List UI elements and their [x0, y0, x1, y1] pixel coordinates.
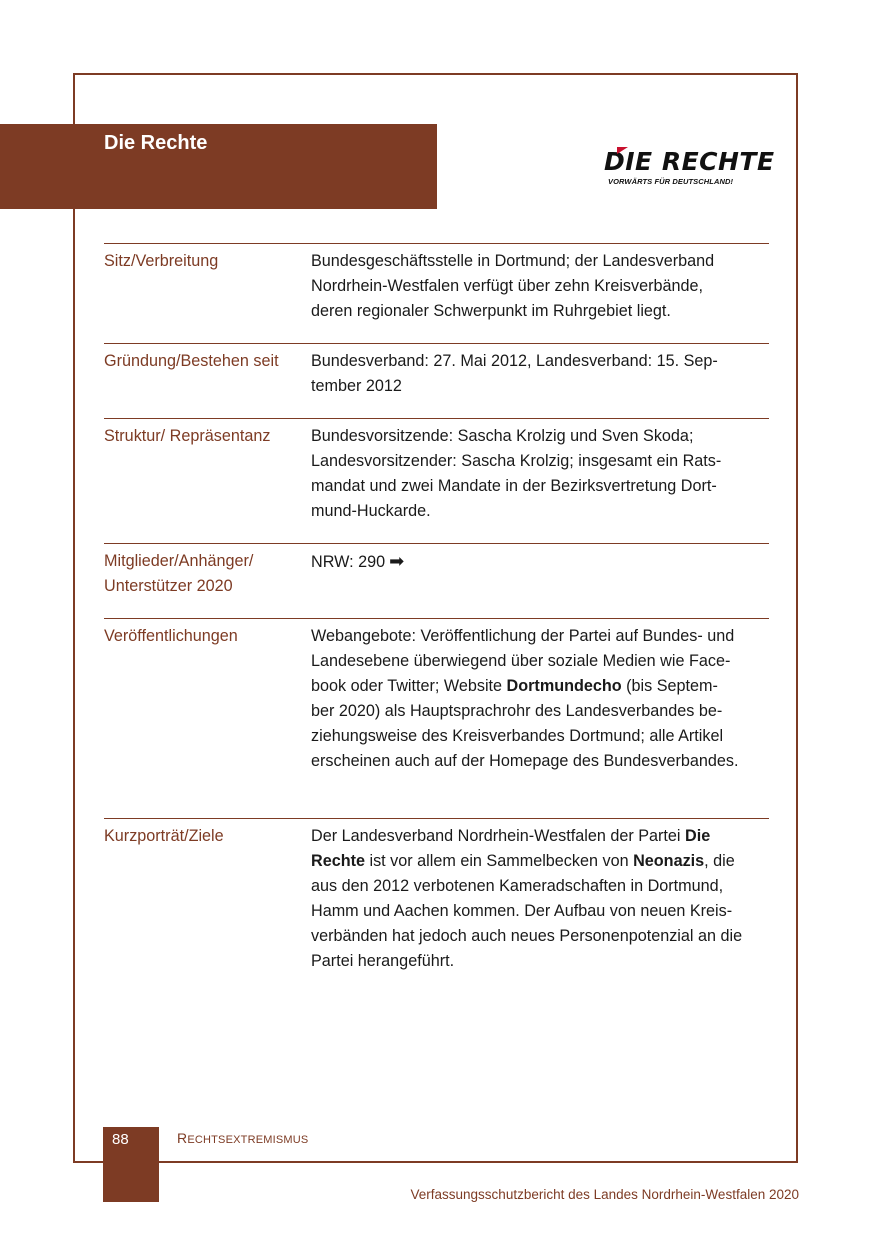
- table-row: [104, 343, 769, 418]
- title-bar: [0, 124, 437, 209]
- table-row: [104, 818, 769, 978]
- row-label: Sitz/Verbreitung: [104, 252, 219, 270]
- label-line: Mitglieder/Anhänger/: [104, 552, 254, 570]
- value-line: tember 2012: [311, 377, 402, 395]
- website-name: Dortmundecho: [506, 677, 622, 695]
- party-name: Rechte: [311, 852, 365, 870]
- row-value: [311, 349, 769, 418]
- page-number-box: [103, 1127, 159, 1202]
- row-label: Veröffentlichungen: [104, 627, 238, 645]
- flag-icon: [617, 147, 628, 154]
- value-line: aus den 2012 verbotenen Kameradschaften in Dortmund,: [311, 877, 724, 895]
- value-line: ber 2020) als Hauptsprachrohr des Landesverbandes be-: [311, 702, 723, 720]
- row-value: [311, 549, 769, 618]
- row-label: [104, 549, 311, 618]
- table-row: [104, 243, 769, 343]
- value-line: erscheinen auch auf der Homepage des Bundesverbandes.: [311, 752, 739, 770]
- value-line: Bundesgeschäftsstelle in Dortmund; der Landesverband: [311, 252, 715, 270]
- party-logo: [604, 147, 775, 191]
- section-initial: R: [177, 1130, 188, 1146]
- label-line: Unterstützer 2020: [104, 577, 233, 595]
- value-line: book oder Twitter; Website Dortmundecho (bis Septem-: [311, 677, 718, 695]
- row-label: Struktur/ Repräsentanz: [104, 427, 271, 445]
- value-line: Bundesvorsitzende: Sascha Krolzig und Sven Skoda;: [311, 427, 694, 445]
- value-line: Partei herangeführt.: [311, 952, 455, 970]
- value-line: Landesebene überwiegend über soziale Medien wie Face-: [311, 652, 731, 670]
- value-line: Der Landesverband Nordrhein-Westfalen der Partei Die: [311, 827, 711, 845]
- logo-slogan: VORWÄRTS FÜR DEUTSCHLAND!: [608, 177, 734, 186]
- value-line: Landesvorsitzender: Sascha Krolzig; insgesamt ein Rats-: [311, 452, 722, 470]
- row-value: [311, 249, 769, 343]
- table-row: [104, 618, 769, 818]
- table-row: [104, 418, 769, 543]
- value-line: mund-Huckarde.: [311, 502, 431, 520]
- row-label: Gründung/Bestehen seit: [104, 352, 279, 370]
- value-line: ziehungsweise des Kreisverbandes Dortmund; alle Artikel: [311, 727, 724, 745]
- info-table: [104, 243, 769, 978]
- row-value: [311, 424, 769, 543]
- value-line: Hamm und Aachen kommen. Der Aufbau von neuen Kreis-: [311, 902, 733, 920]
- row-value: [311, 624, 769, 818]
- publication-footer: Verfassungsschutzbericht des Landes Nordrhein-Westfalen 2020: [410, 1187, 799, 1202]
- value-line: verbänden hat jedoch auch neues Personenpotenzial an die: [311, 927, 743, 945]
- arrow-right-icon: ➡: [389, 551, 405, 572]
- value-line: Rechte ist vor allem ein Sammelbecken von Neonazis, die: [311, 852, 735, 870]
- member-count: NRW: 290: [311, 553, 386, 571]
- value-line: Nordrhein-Westfalen verfügt über zehn Kreisverbände,: [311, 277, 704, 295]
- value-line: Bundesverband: 27. Mai 2012, Landesverband: 15. Sep-: [311, 352, 718, 370]
- value-line: deren regionaler Schwerpunkt im Ruhrgebiet liegt.: [311, 302, 671, 320]
- row-value: [311, 824, 769, 978]
- value-line: mandat und zwei Mandate in der Bezirksvertretung Dort-: [311, 477, 717, 495]
- highlight-term: Neonazis: [633, 852, 705, 870]
- table-row: [104, 543, 769, 618]
- page-title: Die Rechte: [104, 132, 208, 154]
- page-number: 88: [112, 1131, 129, 1148]
- logo-wordmark: DIE RECHTE: [604, 147, 775, 176]
- row-label: Kurzporträt/Ziele: [104, 827, 224, 845]
- section-rest: ECHTSEXTREMISMUS: [187, 1134, 309, 1146]
- section-name: [177, 1130, 308, 1146]
- party-name: Die: [685, 827, 711, 845]
- value-line: Webangebote: Veröffentlichung der Partei auf Bundes- und: [311, 627, 735, 645]
